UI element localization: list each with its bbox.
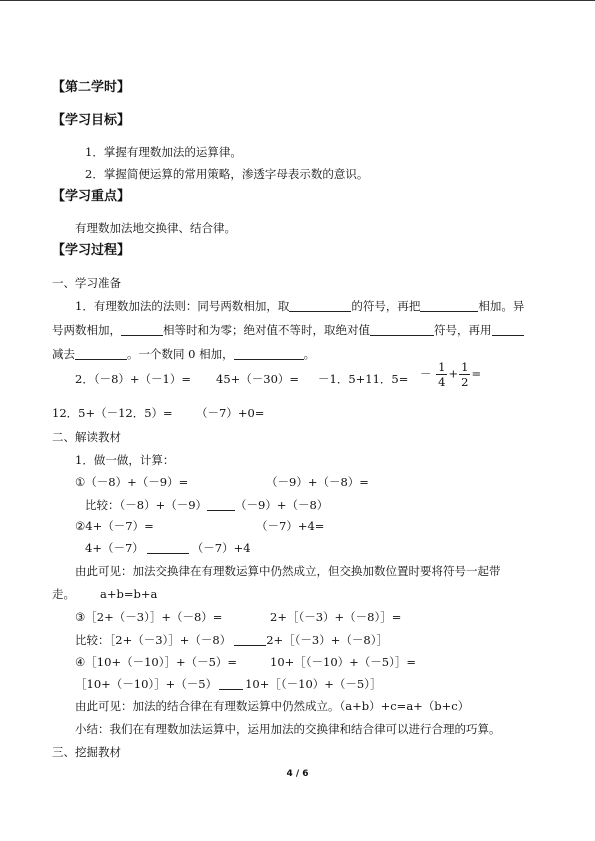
rule-text-a3: 相加。异 <box>478 299 525 313</box>
rule-text-c2: 。一个数同 0 相加， <box>127 347 234 361</box>
rule-text-b2: 相等时和为零；绝对值不等时，取绝对值 <box>163 323 370 337</box>
compare-1-right: （－9）+（－8） <box>235 498 329 512</box>
fill-blank[interactable] <box>492 323 524 336</box>
key-points-text: 有理数加法地交换律、结合律。 <box>75 221 236 235</box>
compare-2-left: 4+（－7） <box>85 541 144 555</box>
compare-4-left: ［10+（－10）］+（－5） <box>75 677 218 691</box>
exercise-1a: ①（－8）+（－9）= <box>75 475 189 489</box>
q2-expr-5: （－7）+0= <box>196 406 265 420</box>
exercise-2a: ②4+（－7）= <box>75 519 154 533</box>
exercise-4a: ④［10+（－10）］+（－5）= <box>75 655 238 669</box>
fill-blank[interactable] <box>234 633 266 646</box>
conclusion-1-line-2: 走。 <box>52 587 75 601</box>
q2-fraction-expr <box>420 360 481 389</box>
rule-text-c1: 减去 <box>52 347 75 361</box>
commutative-formula: a+b=b+a <box>100 587 158 601</box>
exercise-4b: 10+［（－10）+（－5）］= <box>270 655 416 669</box>
conclusion-2: 由此可见：加法的结合律在有理数运算中仍然成立。（a+b）+c=a+（b+c） <box>75 699 470 713</box>
fraction-one-quarter <box>436 360 447 389</box>
equals-sign: = <box>471 366 482 381</box>
fraction-one-half <box>459 360 470 389</box>
compare-1-left: 比较：（－8）+（－9） <box>85 498 208 512</box>
rule-text-a1: 1．有理数加法的法则：同号两数相加，取 <box>75 299 290 313</box>
q2-expr-2: 45+（－30）= <box>216 372 300 386</box>
compare-1 <box>85 497 328 513</box>
exercise-1b: （－9）+（－8）= <box>266 475 369 489</box>
q2-expr-1: 2．（－8）+（－1）= <box>75 372 191 386</box>
plus-sign: + <box>448 366 459 381</box>
compare-3-right: 2+［（－3）+（－8）］ <box>266 633 388 647</box>
rule-text-b1: 号两数相加， <box>52 323 121 337</box>
fraction-numerator: 1 <box>438 360 446 374</box>
rule-line-1 <box>75 298 524 314</box>
fraction-denominator: 2 <box>461 375 469 389</box>
summary: 小结：我们在有理数加法运算中，运用加法的交换律和结合律可以进行合理的巧算。 <box>75 722 501 736</box>
fill-blank[interactable] <box>147 541 189 554</box>
fill-blank[interactable] <box>121 323 163 336</box>
goal-2: 2．掌握简便运算的常用策略，渗透字母表示数的意识。 <box>85 167 369 181</box>
compare-3-left: 比较：［2+（－3）］+（－8） <box>75 633 232 647</box>
rule-text-a2: 的符号，再把 <box>351 299 421 313</box>
process-heading: 【学习过程】 <box>52 243 131 258</box>
page-top-rule <box>0 0 595 1</box>
compare-2-right: （－7）+4 <box>191 541 251 555</box>
part1-title: 一、学习准备 <box>52 276 121 290</box>
conclusion-1-line-1: 由此可见：加法交换律在有理数运算中仍然成立，但交换加数位置时要将符号一起带 <box>75 564 501 578</box>
fill-blank[interactable] <box>219 677 243 690</box>
fill-blank[interactable] <box>420 299 478 312</box>
fill-blank[interactable] <box>370 323 434 336</box>
section-period-heading: 【第二学时】 <box>52 80 131 95</box>
exercise-3a: ③［2+（－3）］+（－8）= <box>75 610 223 624</box>
fill-blank[interactable] <box>75 347 127 360</box>
minus-sign: － <box>420 366 432 381</box>
page-number: 4 / 6 <box>286 769 309 779</box>
goal-1: 1．掌握有理数加法的运算律。 <box>85 145 242 159</box>
fraction-denominator: 4 <box>438 375 446 389</box>
compare-4-right: 10+［（－10）+（－5）］ <box>245 677 382 691</box>
fill-blank[interactable] <box>289 299 351 312</box>
fraction-numerator: 1 <box>461 360 469 374</box>
rule-line-3 <box>52 346 315 362</box>
exercise-2b: （－7）+4= <box>256 519 325 533</box>
compare-3 <box>75 632 388 648</box>
part3-title: 三、挖掘教材 <box>52 745 121 759</box>
rule-line-2 <box>52 322 524 338</box>
goals-heading: 【学习目标】 <box>52 113 131 128</box>
fill-blank[interactable] <box>234 347 304 360</box>
part2-title: 二、解读教材 <box>52 430 121 444</box>
fill-blank[interactable] <box>207 498 235 511</box>
rule-text-b3: 符号，再用 <box>434 323 492 337</box>
q2-expr-4: 12．5+（－12．5）= <box>52 406 173 420</box>
exercise-3b: 2+［（－3）+（－8）］= <box>270 610 402 624</box>
do-it-instruction: 1．做一做，计算： <box>75 453 175 467</box>
q2-expr-3: －1．5+11．5= <box>318 372 409 386</box>
key-points-heading: 【学习重点】 <box>52 189 131 204</box>
compare-2 <box>85 540 251 556</box>
rule-text-c3: 。 <box>303 347 316 361</box>
compare-4 <box>75 676 381 692</box>
